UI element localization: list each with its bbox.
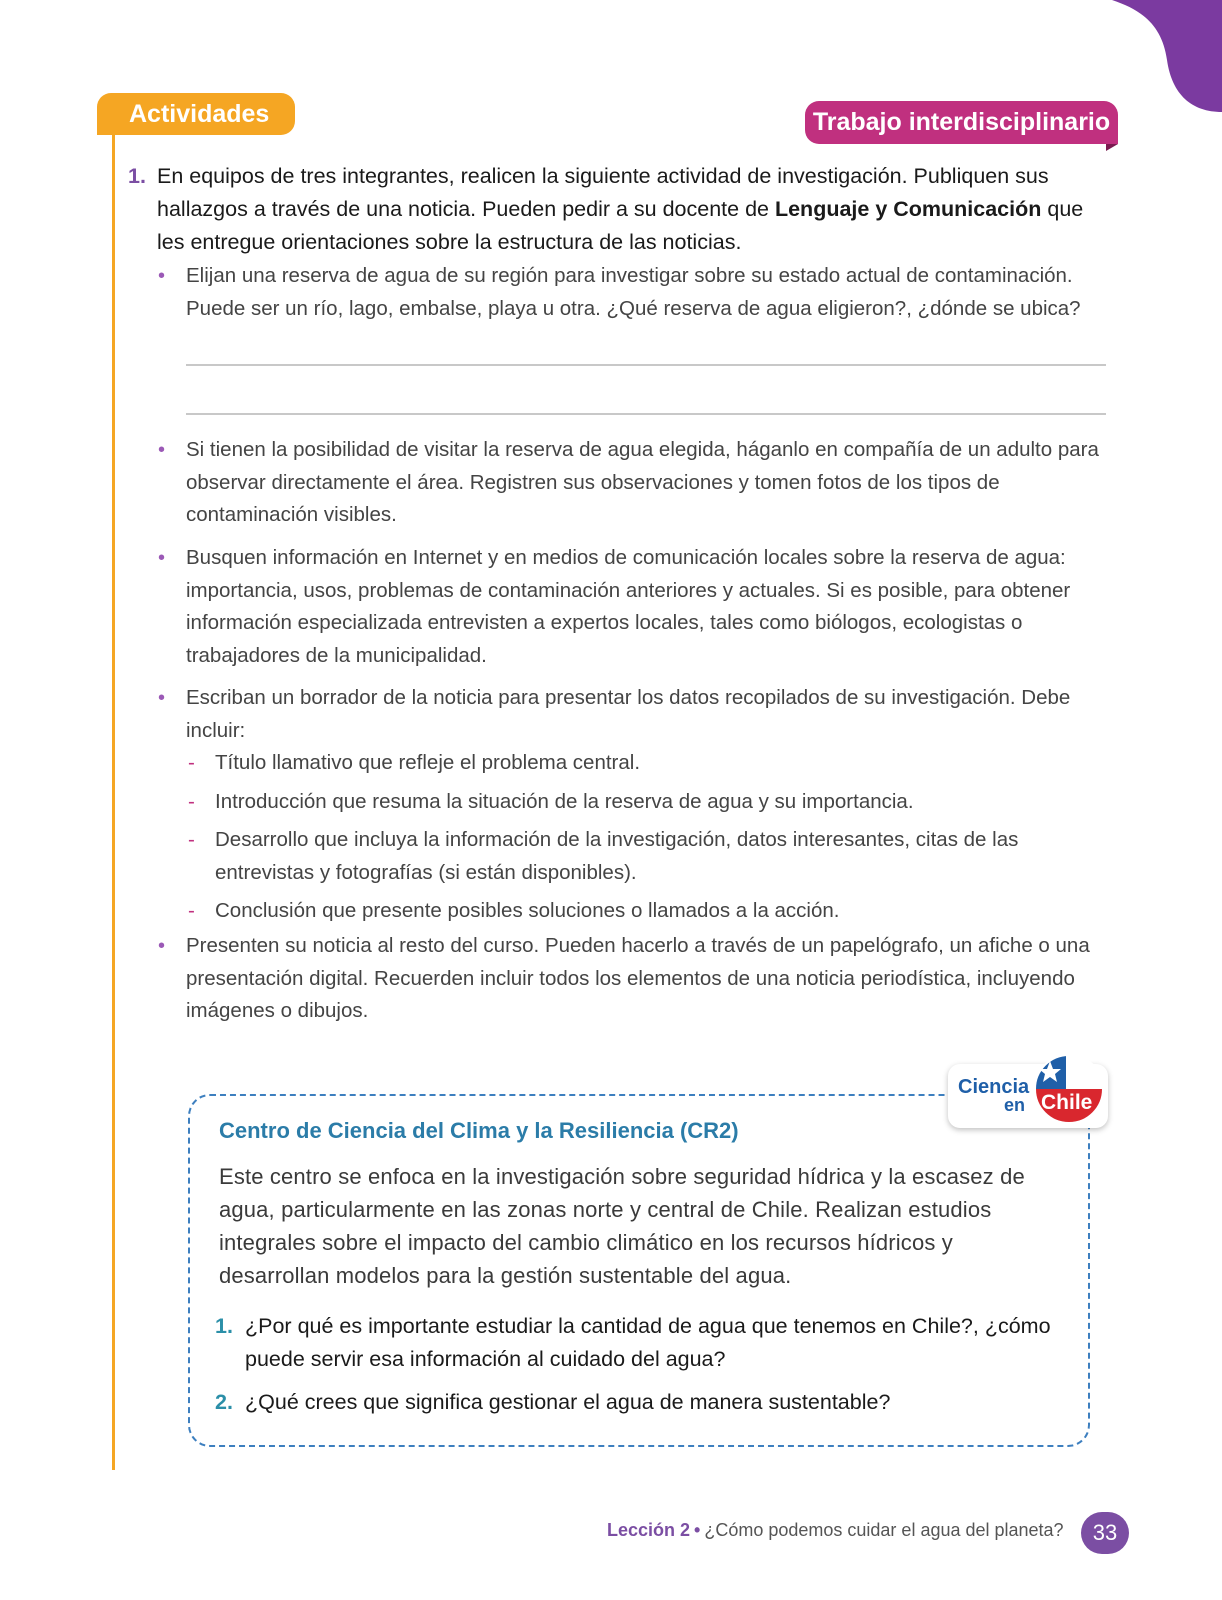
corner-decoration (1112, 0, 1222, 115)
answer-line[interactable] (186, 364, 1106, 366)
list-item: - Desarrollo que incluya la información de la investigación, datos interesantes, citas de las entrevistas y fotografías (si están disponibles). (188, 828, 1019, 884)
question-text: ¿Por qué es importante estudiar la cantidad de agua que tenemos en Chile?, ¿cómo puede servir esa información al cuidado del agua? (245, 1314, 1051, 1371)
question-number: 1. (215, 1314, 233, 1338)
activity-intro: En equipos de tres integrantes, realicen la siguiente actividad de investigación. Publiquen sus hallazgos a través de una noticia. Pueden pedir a su docente de Lenguaje y Comunicación que les entregue orientaciones sobre la estructura de las noticias. (157, 164, 1084, 254)
activity-question (128, 160, 1088, 259)
footer-separator: • (694, 1520, 701, 1540)
science-question (215, 1386, 1075, 1419)
activities-tag: Actividades (97, 93, 295, 135)
list-item: - Introducción que resuma la situación de la reserva de agua y su importancia. (188, 789, 914, 813)
science-question (215, 1310, 1075, 1376)
draft-requirements (186, 747, 1106, 928)
activity-number: 1. (128, 164, 146, 188)
lesson-label: Lección 2 (607, 1520, 691, 1540)
side-rule (112, 128, 115, 1470)
list-item: • Si tienen la posibilidad de visitar la reserva de agua elegida, háganlo en compañía de un adulto para observar directamente el área. Registren sus observaciones y tomen fotos de los tipos de contaminación visibles. (158, 434, 1106, 532)
list-item: - Título llamativo que refleje el problema central. (188, 751, 641, 774)
badge-ciencia-text: Ciencia (958, 1076, 1030, 1098)
question-text: ¿Qué crees que significa gestionar el agua de manera sustentable? (245, 1390, 891, 1414)
list-item: • Presenten su noticia al resto del curso. Pueden hacerlo a través de un papelógrafo, un afiche o una presentación digital. Recuerden incluir todos los elementos de una noticia periodística, incluyendo imágenes o dibujos. (158, 930, 1106, 1028)
bullet-icon: • (158, 265, 166, 287)
lesson-title: ¿Cómo podemos cuidar el agua del planeta? (704, 1520, 1064, 1540)
badge-chile-text: Chile (1041, 1091, 1093, 1114)
badge-en-text: en (1004, 1095, 1026, 1115)
subject-name: Lenguaje y Comunicación (774, 197, 1042, 221)
science-box-text: Este centro se enfoca en la investigación sobre seguridad hídrica y la escasez de agua, particularmente en las zonas norte y central de Chile. Realizan estudios integrales sobre el impacto del cambio climático en los recursos hídricos y desarrollan modelos para la gestión sustentable del agua. (219, 1164, 1025, 1288)
list-item: • Escriban un borrador de la noticia para presentar los datos recopilados de su investigación. Debe incluir: - Título llamativo que refleje el problema central. - Introducción que resuma la situación de la reserva de agua y su importancia. - Desarrollo que incluya la información de la investigación, datos interesantes, citas de las entrevistas y fotografías (si están disponibles). - Conclusión que presente posibles soluciones o llamados a la acción. (158, 682, 1106, 928)
bullet-icon: • (158, 935, 166, 957)
page-number: 33 (1081, 1512, 1129, 1554)
bullet-icon: • (158, 687, 166, 709)
science-box-title: Centro de Ciencia del Clima y la Resiliencia (CR2) (219, 1118, 739, 1143)
bullet-icon: • (158, 439, 166, 461)
bullet-icon: • (158, 547, 166, 569)
list-item: • Busquen información en Internet y en medios de comunicación locales sobre la reserva de agua: importancia, usos, problemas de contaminación anteriores y actuales. Si es posible, para obtener información especializada entrevisten a expertos locales, tales como biólogos, ecologistas o trabajadores de la municipalidad. (158, 542, 1106, 672)
question-number: 2. (215, 1390, 233, 1414)
answer-line[interactable] (186, 413, 1106, 415)
page-footer (607, 1520, 1064, 1541)
tag-fold (1106, 144, 1118, 151)
interdisciplinary-tag: Trabajo interdisciplinario (805, 101, 1118, 144)
list-item: - Conclusión que presente posibles soluciones o llamados a la acción. (188, 899, 840, 922)
list-item: • Elijan una reserva de agua de su región para investigar sobre su estado actual de contaminación. Puede ser un río, lago, embalse, playa u otra. ¿Qué reserva de agua eligieron?, ¿dónde se ubica? (158, 260, 1106, 325)
